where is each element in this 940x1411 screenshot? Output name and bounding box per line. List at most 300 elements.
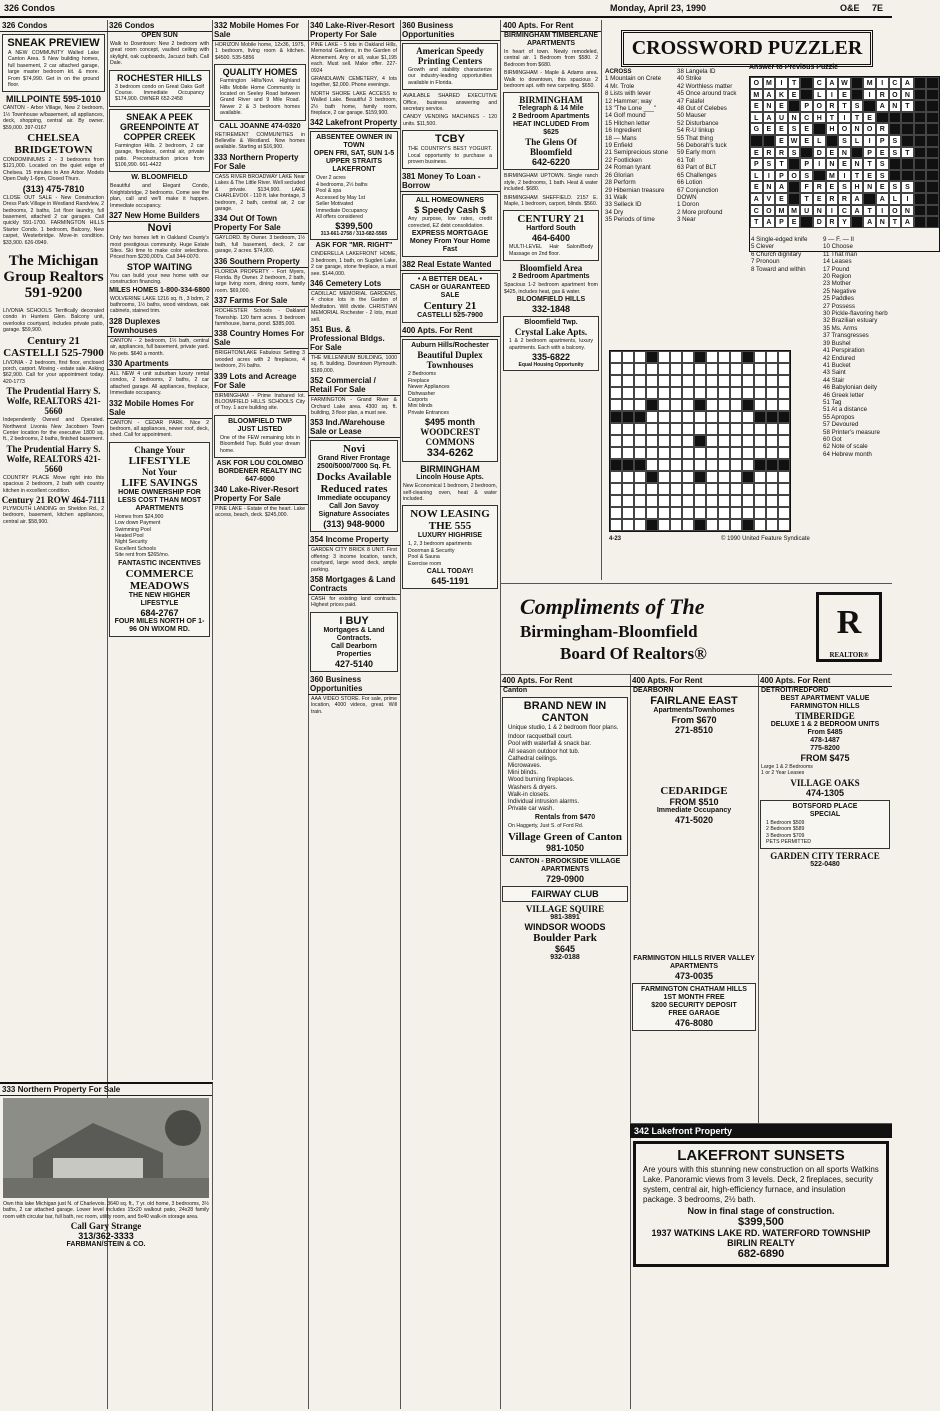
puzzle-cell[interactable]	[718, 483, 730, 495]
puzzle-cell[interactable]	[682, 423, 694, 435]
puzzle-cell[interactable]	[706, 363, 718, 375]
puzzle-cell[interactable]	[670, 423, 682, 435]
puzzle-cell[interactable]	[634, 387, 646, 399]
puzzle-cell[interactable]	[634, 435, 646, 447]
puzzle-cell[interactable]	[658, 471, 670, 483]
puzzle-cell[interactable]	[754, 435, 766, 447]
puzzle-cell[interactable]	[694, 435, 706, 447]
down-clues-2	[823, 236, 891, 458]
puzzle-cell[interactable]	[706, 483, 718, 495]
puzzle-cell[interactable]	[658, 351, 670, 363]
puzzle-cell[interactable]	[706, 351, 718, 363]
puzzle-cell[interactable]	[634, 507, 646, 519]
puzzle-cell[interactable]	[646, 423, 658, 435]
puzzle-cell[interactable]	[766, 519, 778, 531]
puzzle-cell[interactable]	[622, 495, 634, 507]
puzzle-cell[interactable]	[694, 447, 706, 459]
puzzle-cell[interactable]	[718, 399, 730, 411]
ad-line: Telegraph & 14 Mile	[518, 105, 584, 113]
puzzle-cell[interactable]	[706, 423, 718, 435]
puzzle-cell[interactable]	[694, 411, 706, 423]
puzzle-cell[interactable]	[706, 399, 718, 411]
puzzle-cell[interactable]	[634, 459, 646, 471]
puzzle-cell[interactable]	[730, 387, 742, 399]
ad-subhead: CASH or GUARANTEED SALE	[409, 284, 491, 300]
puzzle-cell[interactable]	[610, 399, 622, 411]
puzzle-cell[interactable]	[622, 483, 634, 495]
clue: 56 Deborah's tuck	[677, 142, 727, 150]
puzzle-cell[interactable]	[706, 387, 718, 399]
puzzle-cell[interactable]	[646, 447, 658, 459]
puzzle-cell[interactable]	[754, 351, 766, 363]
answer-cell: D	[813, 216, 826, 228]
ad-body: CASH for existing land contracts. Highest prices paid.	[311, 596, 397, 609]
puzzle-cell[interactable]	[730, 519, 742, 531]
puzzle-cell[interactable]	[682, 351, 694, 363]
ad-phone: 464-6400	[531, 233, 571, 244]
puzzle-cell[interactable]	[634, 423, 646, 435]
puzzle-cell[interactable]	[622, 423, 634, 435]
list-item: 2 Bedroom $589	[766, 826, 805, 833]
puzzle-cell[interactable]	[706, 459, 718, 471]
answer-cell: A	[775, 181, 788, 193]
puzzle-cell[interactable]	[610, 423, 622, 435]
puzzle-cell[interactable]	[670, 435, 682, 447]
puzzle-cell[interactable]	[646, 495, 658, 507]
lifestyle-ad	[109, 442, 210, 637]
answer-cell	[914, 112, 927, 124]
puzzle-cell[interactable]	[742, 435, 754, 447]
puzzle-cell[interactable]	[610, 435, 622, 447]
puzzle-cell[interactable]	[778, 495, 790, 507]
puzzle-cell[interactable]	[694, 387, 706, 399]
answer-cell: R	[826, 100, 839, 112]
puzzle-cell[interactable]	[730, 375, 742, 387]
puzzle-cell[interactable]	[754, 411, 766, 423]
puzzle-cell[interactable]	[742, 471, 754, 483]
list-item: 3 Bedroom $709	[766, 832, 805, 839]
puzzle-cell[interactable]	[730, 351, 742, 363]
answer-cell: A	[901, 77, 914, 89]
puzzle-cell[interactable]	[646, 459, 658, 471]
puzzle-cell[interactable]	[718, 495, 730, 507]
puzzle-cell[interactable]	[610, 447, 622, 459]
ad-headline: OPEN SUN	[141, 32, 178, 39]
clue: 35 Periods of time	[605, 216, 655, 224]
puzzle-cell[interactable]	[622, 351, 634, 363]
clue: 42 Worthless matter	[677, 82, 733, 90]
puzzle-cell[interactable]	[682, 471, 694, 483]
section-heading: 360 Business Opportunities	[308, 674, 400, 695]
answer-cell: I	[863, 135, 876, 147]
puzzle-cell[interactable]	[718, 387, 730, 399]
puzzle-date: 4-23	[609, 536, 622, 542]
puzzle-cell[interactable]	[646, 363, 658, 375]
puzzle-cell[interactable]	[754, 423, 766, 435]
puzzle-cell[interactable]	[706, 447, 718, 459]
puzzle-cell[interactable]	[730, 495, 742, 507]
puzzle-cell[interactable]	[754, 495, 766, 507]
puzzle-cell[interactable]	[670, 471, 682, 483]
list-item: All offers considered	[316, 213, 363, 220]
puzzle-cell[interactable]	[610, 519, 622, 531]
puzzle-cell[interactable]	[622, 399, 634, 411]
puzzle-cell[interactable]	[694, 483, 706, 495]
puzzle-cell[interactable]	[634, 495, 646, 507]
page-right-label: O&E	[840, 3, 860, 13]
puzzle-cell[interactable]	[634, 471, 646, 483]
clue: 61 Toll	[677, 156, 695, 164]
puzzle-cell[interactable]	[706, 411, 718, 423]
puzzle-cell[interactable]	[742, 483, 754, 495]
puzzle-cell[interactable]	[766, 507, 778, 519]
puzzle-cell[interactable]	[718, 447, 730, 459]
answer-title: Answer to Previous Puzzle	[749, 64, 839, 71]
puzzle-cell[interactable]	[694, 519, 706, 531]
ad-price: $495 month	[424, 417, 475, 428]
puzzle-cell[interactable]	[778, 399, 790, 411]
puzzle-cell[interactable]	[634, 519, 646, 531]
puzzle-cell[interactable]	[634, 351, 646, 363]
answer-cell	[926, 123, 939, 135]
puzzle-cell[interactable]	[622, 363, 634, 375]
puzzle-cell[interactable]	[670, 447, 682, 459]
answer-cell: S	[838, 135, 851, 147]
puzzle-cell[interactable]	[718, 423, 730, 435]
puzzle-cell[interactable]	[670, 519, 682, 531]
answer-cell: S	[788, 147, 801, 159]
puzzle-cell[interactable]	[670, 375, 682, 387]
puzzle-cell[interactable]	[682, 483, 694, 495]
puzzle-cell[interactable]	[682, 411, 694, 423]
ad-headline: W. BLOOMFIELD	[131, 174, 188, 182]
puzzle-cell[interactable]	[730, 483, 742, 495]
puzzle-cell[interactable]	[766, 423, 778, 435]
puzzle-cell[interactable]	[622, 459, 634, 471]
puzzle-cell[interactable]	[634, 483, 646, 495]
puzzle-cell[interactable]	[610, 351, 622, 363]
puzzle-cell[interactable]	[754, 507, 766, 519]
puzzle-cell[interactable]	[742, 507, 754, 519]
puzzle-cell[interactable]	[682, 519, 694, 531]
puzzle-cell[interactable]	[730, 399, 742, 411]
puzzle-cell[interactable]	[658, 375, 670, 387]
ad-headline: BLOOMFIELD TWP	[228, 417, 292, 425]
puzzle-cell[interactable]	[742, 399, 754, 411]
answer-cell: E	[800, 123, 813, 135]
puzzle-cell[interactable]	[718, 411, 730, 423]
puzzle-cell[interactable]	[742, 519, 754, 531]
puzzle-cell[interactable]	[742, 351, 754, 363]
puzzle-cell[interactable]	[682, 507, 694, 519]
puzzle-cell[interactable]	[754, 399, 766, 411]
puzzle-cell[interactable]	[694, 351, 706, 363]
ad-line: SPECIAL	[809, 810, 841, 818]
answer-cell: I	[863, 89, 876, 101]
puzzle-cell[interactable]	[694, 471, 706, 483]
puzzle-cell[interactable]	[670, 387, 682, 399]
puzzle-cell[interactable]	[670, 351, 682, 363]
ad-headline: The Prudential Harry S. Wolfe, REALTORS 421-5660	[6, 386, 101, 417]
answer-grid	[749, 76, 940, 252]
puzzle-cell[interactable]	[766, 411, 778, 423]
compliments-line: Compliments of The	[520, 594, 705, 619]
answer-cell: L	[750, 170, 763, 182]
puzzle-cell[interactable]	[778, 387, 790, 399]
puzzle-cell[interactable]	[754, 387, 766, 399]
answer-cell: P	[775, 216, 788, 228]
puzzle-cell[interactable]	[730, 507, 742, 519]
puzzle-cell[interactable]	[754, 447, 766, 459]
puzzle-cell[interactable]	[682, 447, 694, 459]
answer-cell: A	[763, 216, 776, 228]
puzzle-cell[interactable]	[658, 483, 670, 495]
puzzle-cell[interactable]	[610, 363, 622, 375]
puzzle-cell[interactable]	[778, 483, 790, 495]
puzzle-cell[interactable]	[766, 495, 778, 507]
answer-cell	[926, 205, 939, 217]
puzzle-cell[interactable]	[694, 363, 706, 375]
puzzle-cell[interactable]	[634, 411, 646, 423]
puzzle-cell[interactable]	[706, 435, 718, 447]
puzzle-cell[interactable]	[718, 507, 730, 519]
puzzle-cell[interactable]	[778, 435, 790, 447]
puzzle-cell[interactable]	[778, 447, 790, 459]
puzzle-cell[interactable]	[682, 435, 694, 447]
puzzle-cell[interactable]	[658, 507, 670, 519]
puzzle-cell[interactable]	[706, 507, 718, 519]
puzzle-cell[interactable]	[754, 459, 766, 471]
ad-body: GAYLORD. By Owner. 3 bedroom, 1½ bath, full basement, deck, 2 car garage, 2 acres. $74,900.	[215, 235, 305, 255]
puzzle-cell[interactable]	[658, 519, 670, 531]
puzzle-cell[interactable]	[730, 447, 742, 459]
puzzle-cell[interactable]	[622, 411, 634, 423]
puzzle-cell[interactable]	[634, 399, 646, 411]
puzzle-cell[interactable]	[778, 423, 790, 435]
puzzle-cell[interactable]	[682, 363, 694, 375]
puzzle-cell[interactable]	[634, 375, 646, 387]
puzzle-cell[interactable]	[694, 507, 706, 519]
puzzle-cell[interactable]	[622, 447, 634, 459]
answer-cell: T	[788, 77, 801, 89]
puzzle-cell[interactable]	[754, 375, 766, 387]
list-item: Site rent from $265/mo.	[115, 552, 170, 559]
puzzle-cell[interactable]	[766, 399, 778, 411]
puzzle-cell[interactable]	[766, 483, 778, 495]
puzzle-cell[interactable]	[610, 375, 622, 387]
puzzle-cell[interactable]	[742, 387, 754, 399]
puzzle-cell[interactable]	[670, 399, 682, 411]
list-item: Over 2 acres	[316, 175, 346, 182]
answer-cell	[826, 135, 839, 147]
puzzle-cell[interactable]	[730, 459, 742, 471]
puzzle-cell[interactable]	[682, 387, 694, 399]
puzzle-cell[interactable]	[718, 519, 730, 531]
puzzle-cell[interactable]	[658, 399, 670, 411]
puzzle-cell[interactable]	[766, 447, 778, 459]
puzzle-cell[interactable]	[610, 387, 622, 399]
puzzle-cell[interactable]	[682, 495, 694, 507]
puzzle-cell[interactable]	[610, 507, 622, 519]
puzzle-cell[interactable]	[742, 375, 754, 387]
puzzle-cell[interactable]	[742, 495, 754, 507]
puzzle-cell[interactable]	[778, 351, 790, 363]
puzzle-cell[interactable]	[622, 375, 634, 387]
puzzle-cell[interactable]	[682, 399, 694, 411]
puzzle-cell[interactable]	[646, 483, 658, 495]
puzzle-cell[interactable]	[778, 459, 790, 471]
puzzle-cell[interactable]	[778, 519, 790, 531]
puzzle-cell[interactable]	[778, 363, 790, 375]
answer-cell: K	[775, 89, 788, 101]
puzzle-cell[interactable]	[682, 459, 694, 471]
puzzle-cell[interactable]	[658, 423, 670, 435]
ad-agent: BIRLIN REALTY	[727, 1238, 795, 1248]
clue: 44 Stair	[823, 376, 845, 384]
puzzle-cell[interactable]	[634, 447, 646, 459]
puzzle-cell[interactable]	[778, 375, 790, 387]
clue: 1 Doron	[677, 201, 700, 209]
answer-cell: T	[775, 158, 788, 170]
puzzle-cell[interactable]	[658, 447, 670, 459]
puzzle-cell[interactable]	[658, 459, 670, 471]
puzzle-cell[interactable]	[694, 399, 706, 411]
location-label: Canton	[503, 687, 528, 694]
puzzle-cell[interactable]	[658, 387, 670, 399]
puzzle-cell[interactable]	[658, 435, 670, 447]
puzzle-cell[interactable]	[718, 459, 730, 471]
puzzle-cell[interactable]	[742, 459, 754, 471]
answer-cell: N	[788, 112, 801, 124]
puzzle-cell[interactable]	[622, 471, 634, 483]
puzzle-cell[interactable]	[646, 507, 658, 519]
puzzle-cell[interactable]	[646, 387, 658, 399]
puzzle-cell[interactable]	[718, 435, 730, 447]
puzzle-cell[interactable]	[610, 495, 622, 507]
puzzle-cell[interactable]	[766, 471, 778, 483]
puzzle-cell[interactable]	[646, 375, 658, 387]
puzzle-cell[interactable]	[754, 483, 766, 495]
puzzle-cell[interactable]	[646, 471, 658, 483]
puzzle-cell[interactable]	[742, 411, 754, 423]
feature-list	[763, 819, 887, 847]
puzzle-cell[interactable]	[694, 423, 706, 435]
puzzle-cell[interactable]	[706, 519, 718, 531]
puzzle-cell[interactable]	[754, 471, 766, 483]
puzzle-cell[interactable]	[778, 471, 790, 483]
puzzle-cell[interactable]	[682, 375, 694, 387]
puzzle-cell[interactable]	[694, 375, 706, 387]
ad-body: LIVONIA - 2 bedroom, first floor, enclosed porch, carport. Moving - estate sale. Asking $62,900. Call for your appointment today. 420-1773	[3, 359, 104, 385]
puzzle-cell[interactable]	[730, 363, 742, 375]
puzzle-cell[interactable]	[766, 459, 778, 471]
puzzle-cell[interactable]	[778, 411, 790, 423]
puzzle-cell[interactable]	[610, 483, 622, 495]
puzzle-cell[interactable]	[718, 471, 730, 483]
puzzle-cell[interactable]	[742, 363, 754, 375]
clue: 57 Devoured	[823, 421, 859, 429]
puzzle-cell[interactable]	[670, 507, 682, 519]
puzzle-cell[interactable]	[610, 471, 622, 483]
section-heading: 400 Apts. For Rent	[758, 675, 892, 687]
puzzle-cell[interactable]	[658, 495, 670, 507]
puzzle-cell[interactable]	[754, 363, 766, 375]
northern-property-photo-ad	[0, 1082, 213, 1411]
puzzle-cell[interactable]	[742, 447, 754, 459]
puzzle-cell[interactable]	[646, 351, 658, 363]
puzzle-cell[interactable]	[622, 519, 634, 531]
puzzle-cell[interactable]	[742, 423, 754, 435]
puzzle-cell[interactable]	[754, 519, 766, 531]
puzzle-cell[interactable]	[730, 423, 742, 435]
speedy-cash-ad	[402, 194, 498, 257]
puzzle-cell[interactable]	[730, 471, 742, 483]
clue: 51 At a distance	[823, 406, 868, 414]
ad-body: FARMINGTON - Grand River & Orchard Lake area. 4300 sq. ft. building, 3 floor plan, a must see.	[311, 397, 397, 416]
puzzle-cell[interactable]	[610, 459, 622, 471]
puzzle-cell[interactable]	[670, 483, 682, 495]
puzzle-cell[interactable]	[610, 411, 622, 423]
ad-line: Call Jon Savoy Signature Associates	[318, 503, 390, 519]
answer-cell: R	[775, 147, 788, 159]
puzzle-cell[interactable]	[706, 471, 718, 483]
puzzle-cell[interactable]	[646, 519, 658, 531]
puzzle-cell[interactable]	[766, 435, 778, 447]
clue: 25 Negative	[823, 287, 857, 295]
answer-cell: T	[851, 112, 864, 124]
puzzle-cell[interactable]	[646, 399, 658, 411]
agent-name: Call Gary Strange	[70, 1221, 142, 1232]
puzzle-cell[interactable]	[670, 363, 682, 375]
puzzle-cell[interactable]	[778, 507, 790, 519]
puzzle-cell[interactable]	[634, 363, 646, 375]
puzzle-cell[interactable]	[718, 363, 730, 375]
answer-cell: A	[863, 216, 876, 228]
puzzle-cell[interactable]	[694, 459, 706, 471]
ad-headline: SNEAK PREVIEW	[7, 37, 100, 49]
puzzle-cell[interactable]	[766, 351, 778, 363]
puzzle-cell[interactable]	[622, 507, 634, 519]
puzzle-cell[interactable]	[766, 375, 778, 387]
puzzle-cell[interactable]	[718, 351, 730, 363]
puzzle-cell[interactable]	[646, 411, 658, 423]
puzzle-cell[interactable]	[658, 411, 670, 423]
puzzle-cell[interactable]	[622, 387, 634, 399]
puzzle-cell[interactable]	[706, 495, 718, 507]
puzzle-cell[interactable]	[694, 495, 706, 507]
list-item: Newer Appliances	[408, 384, 450, 391]
puzzle-cell[interactable]	[670, 459, 682, 471]
answer-cell: S	[901, 181, 914, 193]
answer-cell: O	[889, 89, 902, 101]
clue: 11 That man	[823, 250, 858, 258]
puzzle-cell[interactable]	[670, 495, 682, 507]
puzzle-cell[interactable]	[670, 411, 682, 423]
puzzle-cell[interactable]	[622, 435, 634, 447]
puzzle-cell[interactable]	[730, 435, 742, 447]
puzzle-cell[interactable]	[658, 363, 670, 375]
puzzle-cell[interactable]	[718, 375, 730, 387]
puzzle-cell[interactable]	[706, 375, 718, 387]
answer-cell	[914, 123, 927, 135]
ad-subhead: JUST LISTED	[237, 425, 283, 433]
puzzle-cell[interactable]	[766, 387, 778, 399]
puzzle-cell[interactable]	[730, 411, 742, 423]
ad-headline: ROCHESTER HILLS	[116, 72, 202, 83]
list-item: Microwaves.	[508, 763, 542, 770]
puzzle-cell[interactable]	[646, 435, 658, 447]
puzzle-cell[interactable]	[766, 363, 778, 375]
